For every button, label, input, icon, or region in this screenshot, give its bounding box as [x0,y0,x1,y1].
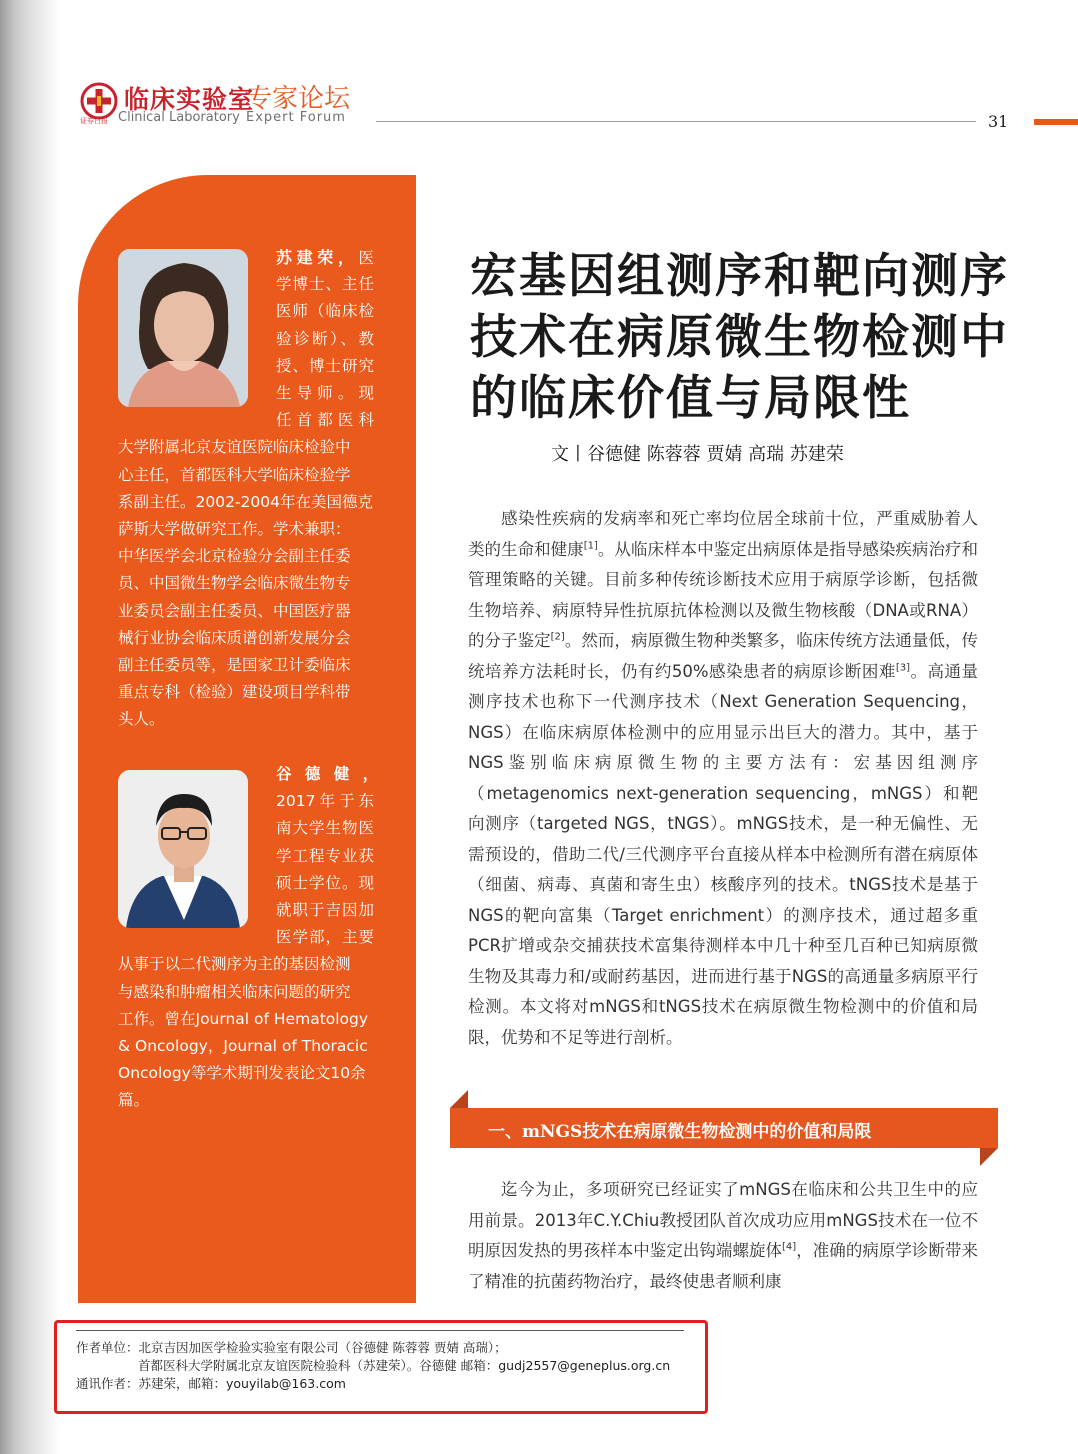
bio-line: 谷 德 健 ， [276,765,383,783]
article-authors: 文丨谷德健 陈蓉蓉 贾婧 高瑞 苏建荣 [551,444,844,465]
bio-line: 械行业协会临床质谱创新发展分会 [118,628,351,647]
bio-line: 心主任，首都医科大学临床检验学 [118,465,351,484]
bio-line: 就职于吉因加 [276,901,374,919]
para-text: ，准确的病原学诊断带来了精准的抗菌药物治疗，最终使患者顺利康 [468,1241,979,1291]
footnote-correspondence: 通讯作者：苏建荣，邮箱：youyilab@163.com [76,1376,346,1391]
bio-line: 学工程专业获 [276,846,374,865]
para-text: 。然而，病原微生物种类繁多，临床传统方法通量低，传统培养方法耗时长，仍有约50%感染患者的病原诊断困难 [468,631,979,681]
journal-name-en: Clinical Laboratory [118,110,240,125]
bio-line: 2017年于东 [276,792,374,811]
para-text: 胁着人类的生命和健康 [468,509,979,559]
section-ribbon-fold [980,1148,998,1166]
bio-name: 苏建荣， [276,248,359,267]
bio-line: 学博士、主任 [276,275,374,294]
citation-ref[interactable]: [4] [782,1241,797,1253]
page-number: 31 [988,112,1009,131]
title-line: 的临床价值与局限性 [470,371,911,426]
bio-line: 副主任委员等，是国家卫计委临床 [118,656,351,674]
section-ribbon-fold [450,1090,468,1108]
bio-line: 篇。 [118,1091,150,1110]
bio-line: Oncology等学术期刊发表论文10余 [118,1064,366,1083]
bio-line: 员、中国微生物学会临床微生物专 [118,574,351,593]
para-text: 感染性疾病的发病率和死亡率均位居全球前十位，严重威 [501,509,928,528]
para-text: 。高通量测序技术也称下一代测序技术（Next Generation Sequencing，NGS）在临床病原体检测中的应用显示出巨大的潜力。其中，基于NGS鉴别临床病原微生物的主要方法有：宏基因组测序（metagenomics next-generation sequencing，mNGS）和靶向测序（targeted NGS，tNGS）。mNGS技术，是一种无偏性、无需预设的，借助二代/三代测序平台直接从样本中检测所有潜在病原体（细菌、病毒、真菌和寄生虫）核酸序列的技术。tNGS技术是基于NGS的靶向富集（Target enrichment）的测序技术，通过超多重PCR扩增或杂交捕获技术富集待测样本中几十种至几百种已知病原微生物及其毒力和/或耐药基因，进而进行基于NGS的高通量多病原平行检测。本文将对mNGS和tNGS技术在病原微生物检测中的价值和局限，优势和不足等进行剖析。 [468,661,978,1047]
footnote-affiliation: 作者单位：北京吉因加医学检验实验室有限公司（谷德健 陈蓉蓉 贾婧 高瑞）； [76,1340,507,1355]
bio-line: 萨斯大学做研究工作。学术兼职： [118,520,351,538]
bio-line: 任 首 都 医 科 [276,411,374,430]
citation-ref[interactable]: [2] [550,631,565,643]
title-line: 宏基因组测序和靶向测序 [470,249,1009,304]
header-accent-bar [1034,119,1078,125]
bio-line: & Oncology，Journal of Thoracic [118,1037,368,1055]
bio-line: 大学附属北京友谊医院临床检验中 [118,438,351,457]
bio-line: 验诊断）、教 [276,329,374,348]
bio-line [276,244,374,272]
header-rule [376,121,976,122]
author-photo-gu-dejian [118,770,248,928]
footnote-affiliation-2: 首都医科大学附属北京友谊医院检验科（苏建荣）。谷德健 邮箱：gudj2557@geneplus.org.cn [138,1358,671,1373]
bio-line: 医师（临床检 [276,302,374,321]
bio-line: 系副主任。2002-2004年在美国德克 [118,492,373,511]
bio-line: 医学部，主要 [276,928,374,947]
bio-line: 从事于以二代测序为主的基因检测 [118,955,351,974]
page-spine-shadow [0,0,60,1454]
bio-line: 南大学生物医 [276,819,374,838]
article-title [470,246,1009,429]
para-text: 迄今为止，多项研究已经证实了mNGS在临床和公共卫生中的应用前景。2013年C.Y.Chiu教授团队首次成功应用mNGS技术在一位不明原因发热的男孩样本中鉴定出钩端螺旋体 [468,1180,978,1260]
section-heading: 一、mNGS技术在病原微生物检测中的价值和局限 [488,1122,872,1142]
column-name-cn: 专家论坛 [246,84,351,114]
bio-line: 中华医学会北京检验分会副主任委 [118,547,351,566]
bio-line: 授、博士研究 [276,356,374,375]
bio-line: 生 导 师 。 现 [276,384,374,402]
title-line: 技术在病原微生物检测中 [470,310,1009,365]
citation-ref[interactable]: [3] [895,662,911,673]
bio-line: 头人。 [118,710,165,729]
journal-logo-icon [80,82,118,120]
section-paragraph [468,1175,978,1297]
citation-ref[interactable]: [1] [583,540,598,551]
bio-line: 与感染和肿瘤相关临床问题的研究 [118,982,351,1001]
author-photo-su-jianrong [118,249,248,407]
bio-line: 业委员会副主任委员、中国医疗器 [118,601,351,620]
column-name-en: Expert Forum [246,110,346,125]
bio-line: 硕士学位。现 [276,873,374,892]
para-text: 。从临床样本中鉴定出病原体是指导感染疾病治疗和管理策略的关键。目前多种传统诊断技术应用于病原学诊断，包括微生物培养、病原特异性抗原抗体检测以及微生物核酸（DNA或RNA）的分子鉴定 [468,539,979,650]
bio-line: 工作。曾在Journal of Hematology [118,1009,369,1028]
bio-line: 重点专科（检验）建设项目学科带 [118,683,351,702]
intro-paragraph [468,504,978,1053]
bio-text: 医 [358,249,374,267]
logo-small-text: 证券日报 [80,117,108,125]
journal-name-cn: 临床实验室 [124,85,255,114]
